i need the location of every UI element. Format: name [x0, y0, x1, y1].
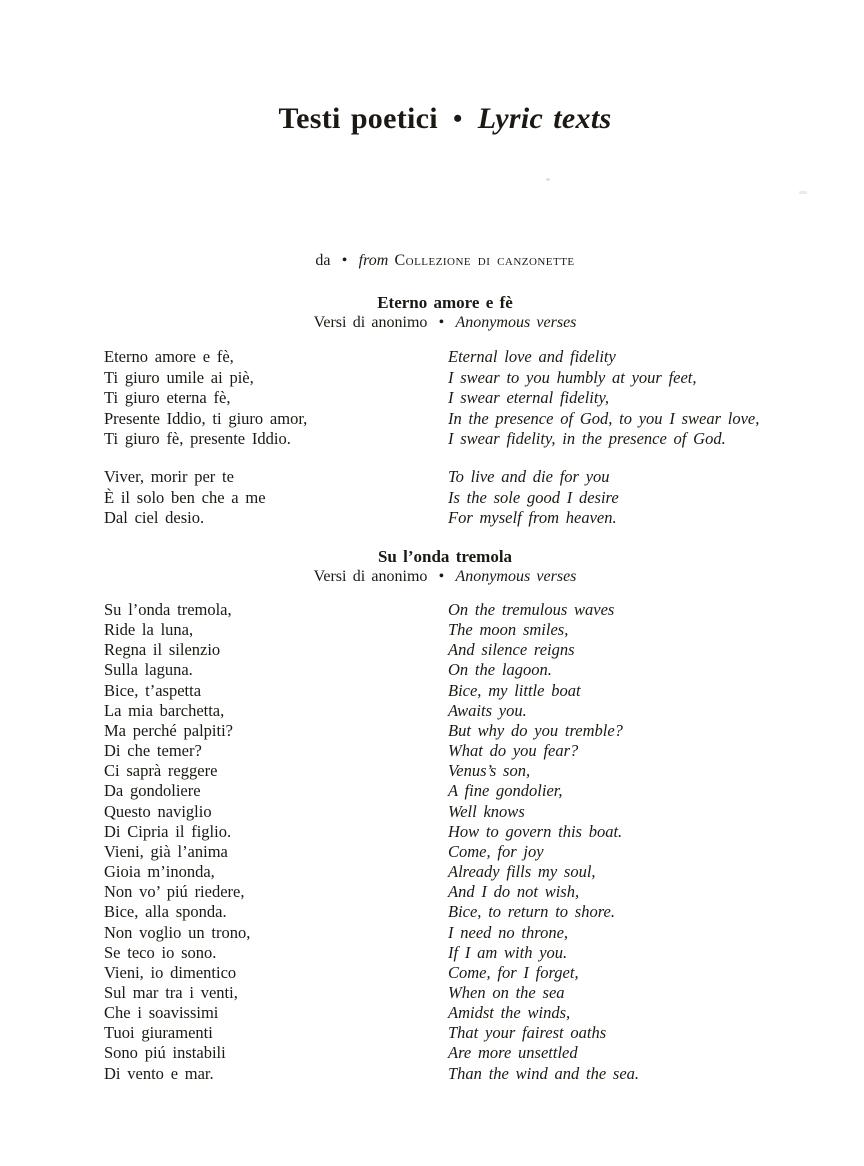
english-line: A fine gondolier, — [448, 781, 563, 801]
italian-line: La mia barchetta, — [104, 700, 225, 720]
source-from-label: from — [358, 252, 389, 269]
italian-line: Di vento e mar. — [104, 1063, 214, 1083]
english-line: On the tremulous waves — [448, 600, 615, 619]
italian-line: Bice, alla sponda. — [104, 902, 227, 922]
italian-line: Se teco io sono. — [104, 942, 217, 962]
attribution-separator-bullet: • — [438, 568, 445, 585]
english-line: To live and die for you — [448, 467, 610, 486]
english-line: Bice, to return to shore. — [448, 902, 615, 922]
italian-line: Ma perché palpiti? — [104, 720, 233, 740]
english-line: For myself from heaven. — [448, 508, 617, 528]
english-line: In the presence of God, to you I swear love, — [448, 408, 760, 428]
page-title-english: Lyric texts — [477, 102, 612, 136]
english-line: What do you fear? — [448, 741, 579, 761]
italian-line: Gioia m’inonda, — [104, 862, 215, 882]
italian-line: Questo naviglio — [104, 801, 212, 821]
english-line: Eternal love and fidelity — [448, 347, 616, 366]
english-line: Well knows — [448, 801, 525, 821]
poem-attribution — [26, 314, 864, 332]
page-title — [26, 102, 864, 136]
english-line: Come, for I forget, — [448, 962, 579, 982]
italian-stanza — [104, 467, 444, 529]
italian-line: Eterno amore e fè, — [104, 347, 234, 366]
english-line: Venus’s son, — [448, 761, 531, 781]
italian-line: Regna il silenzio — [104, 640, 221, 660]
english-line: Already fills my soul, — [448, 862, 596, 882]
italian-line: Vieni, io dimentico — [104, 962, 237, 982]
italian-line: Ti giuro umile ai piè, — [104, 367, 254, 387]
italian-line: Vieni, già l’anima — [104, 841, 228, 861]
english-stanza — [448, 600, 828, 1084]
italian-line: Ti giuro eterna fè, — [104, 388, 231, 408]
english-line: And silence reigns — [448, 640, 575, 660]
page-title-italian: Testi poetici — [278, 102, 438, 136]
english-line: I swear eternal fidelity, — [448, 388, 609, 408]
italian-line: Sul mar tra i venti, — [104, 982, 238, 1002]
attribution-english: Anonymous verses — [455, 314, 577, 331]
attribution-english: Anonymous verses — [455, 568, 577, 585]
italian-line: Ti giuro fè, presente Iddio. — [104, 429, 291, 449]
source-separator-bullet: • — [341, 252, 348, 269]
italian-line: Tuoi giuramenti — [104, 1023, 213, 1043]
poem-attribution — [26, 568, 864, 586]
english-line: On the lagoon. — [448, 660, 552, 680]
italian-line: Non vo’ piú riedere, — [104, 882, 245, 902]
italian-line: Sono piú instabili — [104, 1043, 226, 1063]
english-line: Come, for joy — [448, 841, 544, 861]
italian-line: Ride la luna, — [104, 620, 194, 640]
english-line: If I am with you. — [448, 942, 568, 962]
english-line: The moon smiles, — [448, 620, 569, 640]
english-line: Bice, my little boat — [448, 680, 581, 700]
english-stanza — [448, 467, 828, 529]
source-line — [26, 252, 864, 270]
italian-line: Che i soavissimi — [104, 1003, 219, 1023]
italian-line: Presente Iddio, ti giuro amor, — [104, 408, 308, 428]
english-line: I need no throne, — [448, 922, 569, 942]
attribution-separator-bullet: • — [438, 314, 445, 331]
italian-line: Sulla laguna. — [104, 660, 193, 680]
attribution-italian: Versi di anonimo — [313, 568, 428, 585]
italian-line: Viver, morir per te — [104, 467, 234, 486]
english-line: That your fairest oaths — [448, 1023, 607, 1043]
poem-title-su-londa: Su l’onda tremola — [377, 547, 513, 566]
italian-line: È il solo ben che a me — [104, 487, 266, 507]
english-line: I swear fidelity, in the presence of God. — [448, 429, 726, 449]
italian-stanza — [104, 347, 444, 450]
italian-line: Dal ciel desio. — [104, 508, 205, 528]
english-line: Than the wind and the sea. — [448, 1063, 640, 1083]
source-da-label: da — [315, 252, 331, 269]
attribution-italian: Versi di anonimo — [313, 314, 428, 331]
english-line: Awaits you. — [448, 700, 527, 720]
english-line: Are more unsettled — [448, 1043, 578, 1063]
english-line: How to govern this boat. — [448, 821, 623, 841]
english-line: Amidst the winds, — [448, 1003, 571, 1023]
italian-line: Bice, t’aspetta — [104, 680, 202, 700]
english-stanza — [448, 347, 828, 450]
italian-line: Non voglio un trono, — [104, 922, 251, 942]
scan-speck — [799, 191, 807, 194]
italian-line: Di Cipria il figlio. — [104, 821, 232, 841]
english-line: And I do not wish, — [448, 882, 580, 902]
source-collection-name: Collezione di canzonette — [394, 252, 575, 269]
italian-line: Ci saprà reggere — [104, 761, 218, 781]
english-line: But why do you tremble? — [448, 720, 623, 740]
italian-line: Su l’onda tremola, — [104, 600, 232, 619]
english-line: Is the sole good I desire — [448, 487, 619, 507]
italian-line: Di che temer? — [104, 741, 202, 761]
italian-stanza — [104, 600, 444, 1084]
italian-line: Da gondoliere — [104, 781, 201, 801]
poem-title-eterno-amore: Eterno amore e fè — [377, 293, 513, 312]
english-line: I swear to you humbly at your feet, — [448, 367, 697, 387]
title-separator-bullet: • — [453, 104, 463, 134]
english-line: When on the sea — [448, 982, 565, 1002]
scan-speck — [546, 178, 550, 181]
